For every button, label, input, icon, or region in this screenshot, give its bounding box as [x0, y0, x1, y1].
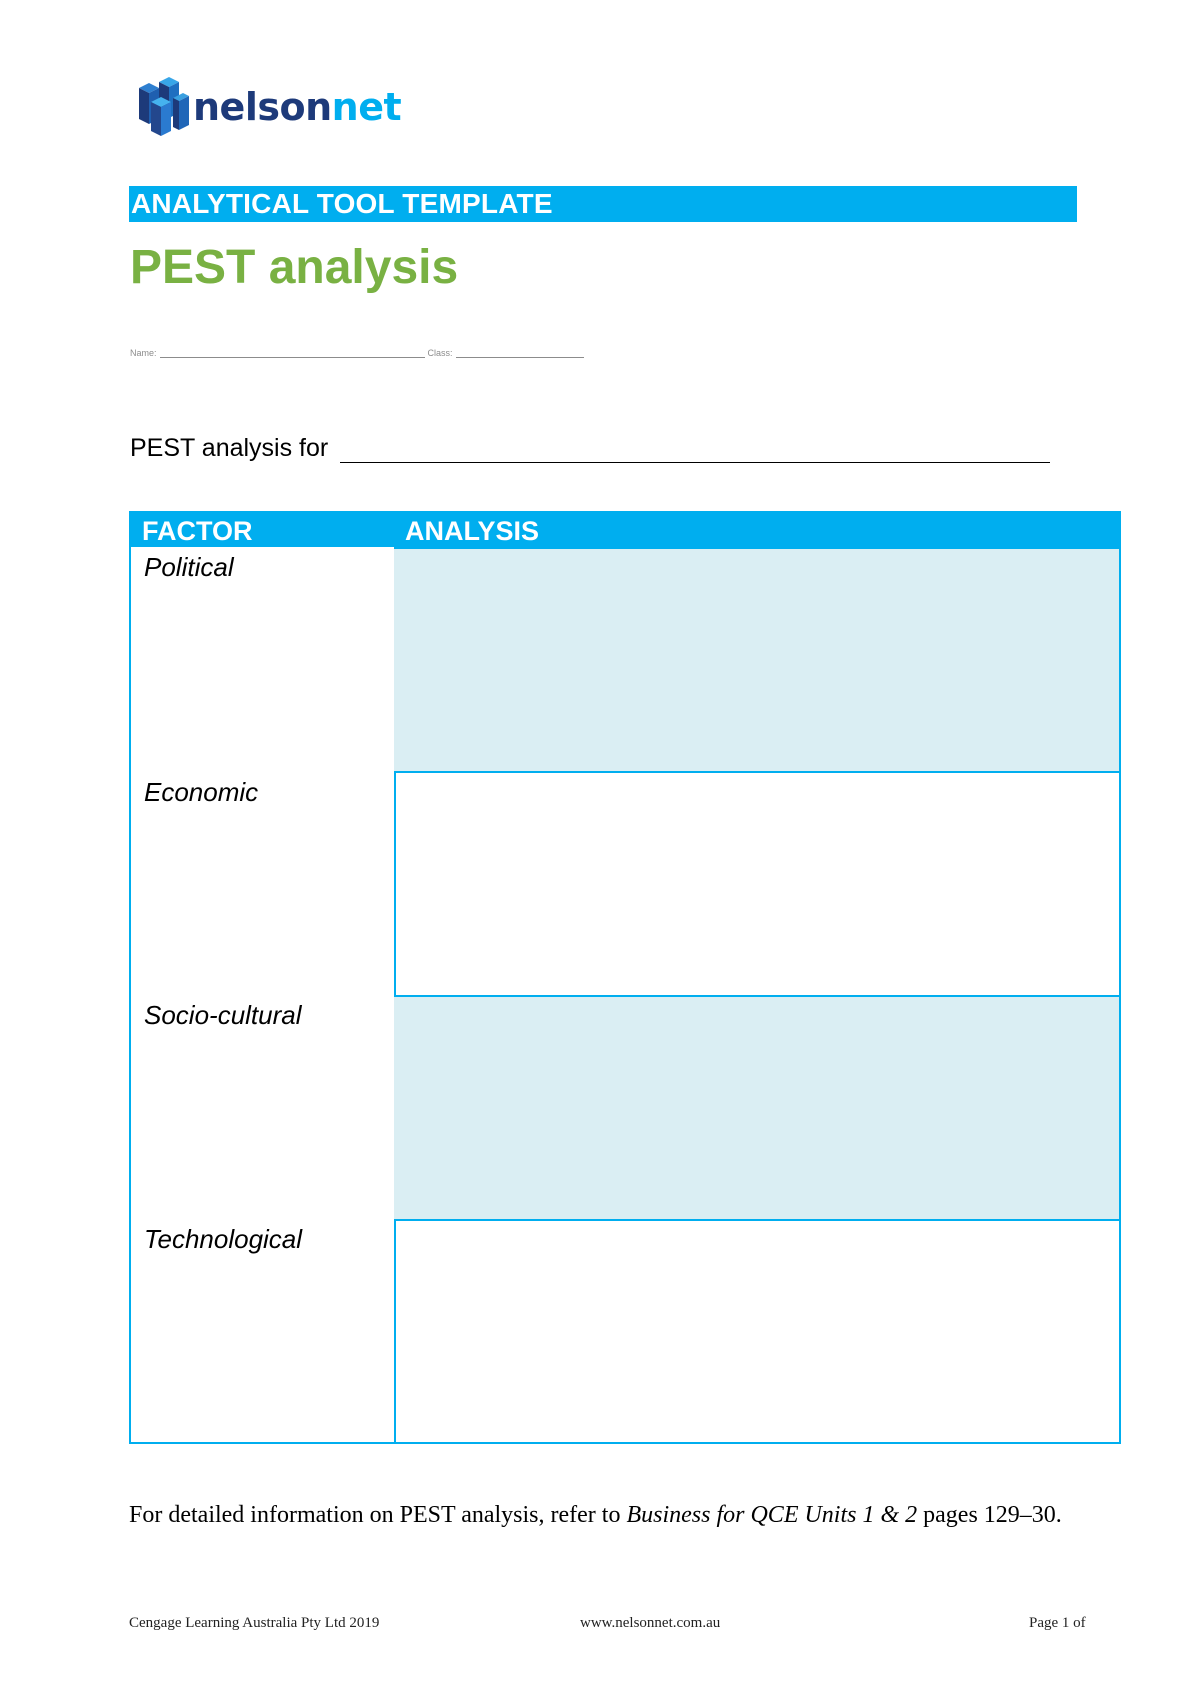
- pest-analysis-for-label: PEST analysis for: [130, 434, 329, 462]
- class-label: Class:: [427, 348, 453, 358]
- analysis-cell-economic[interactable]: [394, 771, 1119, 995]
- analysis-cell-technological[interactable]: [394, 1219, 1119, 1442]
- table-header: [131, 513, 1119, 547]
- analysis-column-header: ANALYSIS: [405, 516, 540, 546]
- nelsonnet-cube-icon: [131, 74, 191, 140]
- reference-prefix: For detailed information on PEST analysis, refer to: [129, 1502, 627, 1528]
- pest-table: [129, 511, 1121, 1444]
- footer-page-number: Page 1 of: [1029, 1615, 1086, 1631]
- footer-copyright: Cengage Learning Australia Pty Ltd 2019: [129, 1615, 380, 1631]
- nelsonnet-logo: [131, 74, 401, 140]
- factor-technological: Technological: [144, 1224, 303, 1254]
- factor-political: Political: [144, 552, 234, 582]
- footer-website-link[interactable]: www.nelsonnet.com.au: [580, 1615, 721, 1631]
- logo-wordmark-nelson: nelson: [193, 85, 332, 129]
- reference-suffix: pages 129–30.: [917, 1502, 1062, 1528]
- name-field[interactable]: [160, 347, 425, 358]
- name-class-row: [130, 344, 587, 358]
- reference-book-title: Business for QCE Units 1 & 2: [626, 1502, 918, 1528]
- pest-analysis-for-row: [130, 428, 1050, 463]
- class-field[interactable]: [456, 347, 584, 358]
- analysis-cell-socio-cultural[interactable]: [394, 995, 1119, 1219]
- pest-subject-field[interactable]: [340, 428, 1050, 463]
- factor-socio-cultural: Socio-cultural: [144, 1000, 302, 1030]
- analysis-cell-political[interactable]: [394, 547, 1119, 771]
- logo-wordmark-net: net: [331, 85, 402, 129]
- template-banner: ANALYTICAL TOOL TEMPLATE: [129, 186, 1077, 222]
- factor-column-header: FACTOR: [142, 516, 253, 546]
- factor-economic: Economic: [144, 777, 259, 807]
- factor-column: [131, 547, 396, 1442]
- name-label: Name:: [130, 348, 157, 358]
- page-title: PEST analysis: [130, 241, 459, 294]
- reference-note: [129, 1500, 1062, 1530]
- logo-wordmark: [193, 85, 402, 129]
